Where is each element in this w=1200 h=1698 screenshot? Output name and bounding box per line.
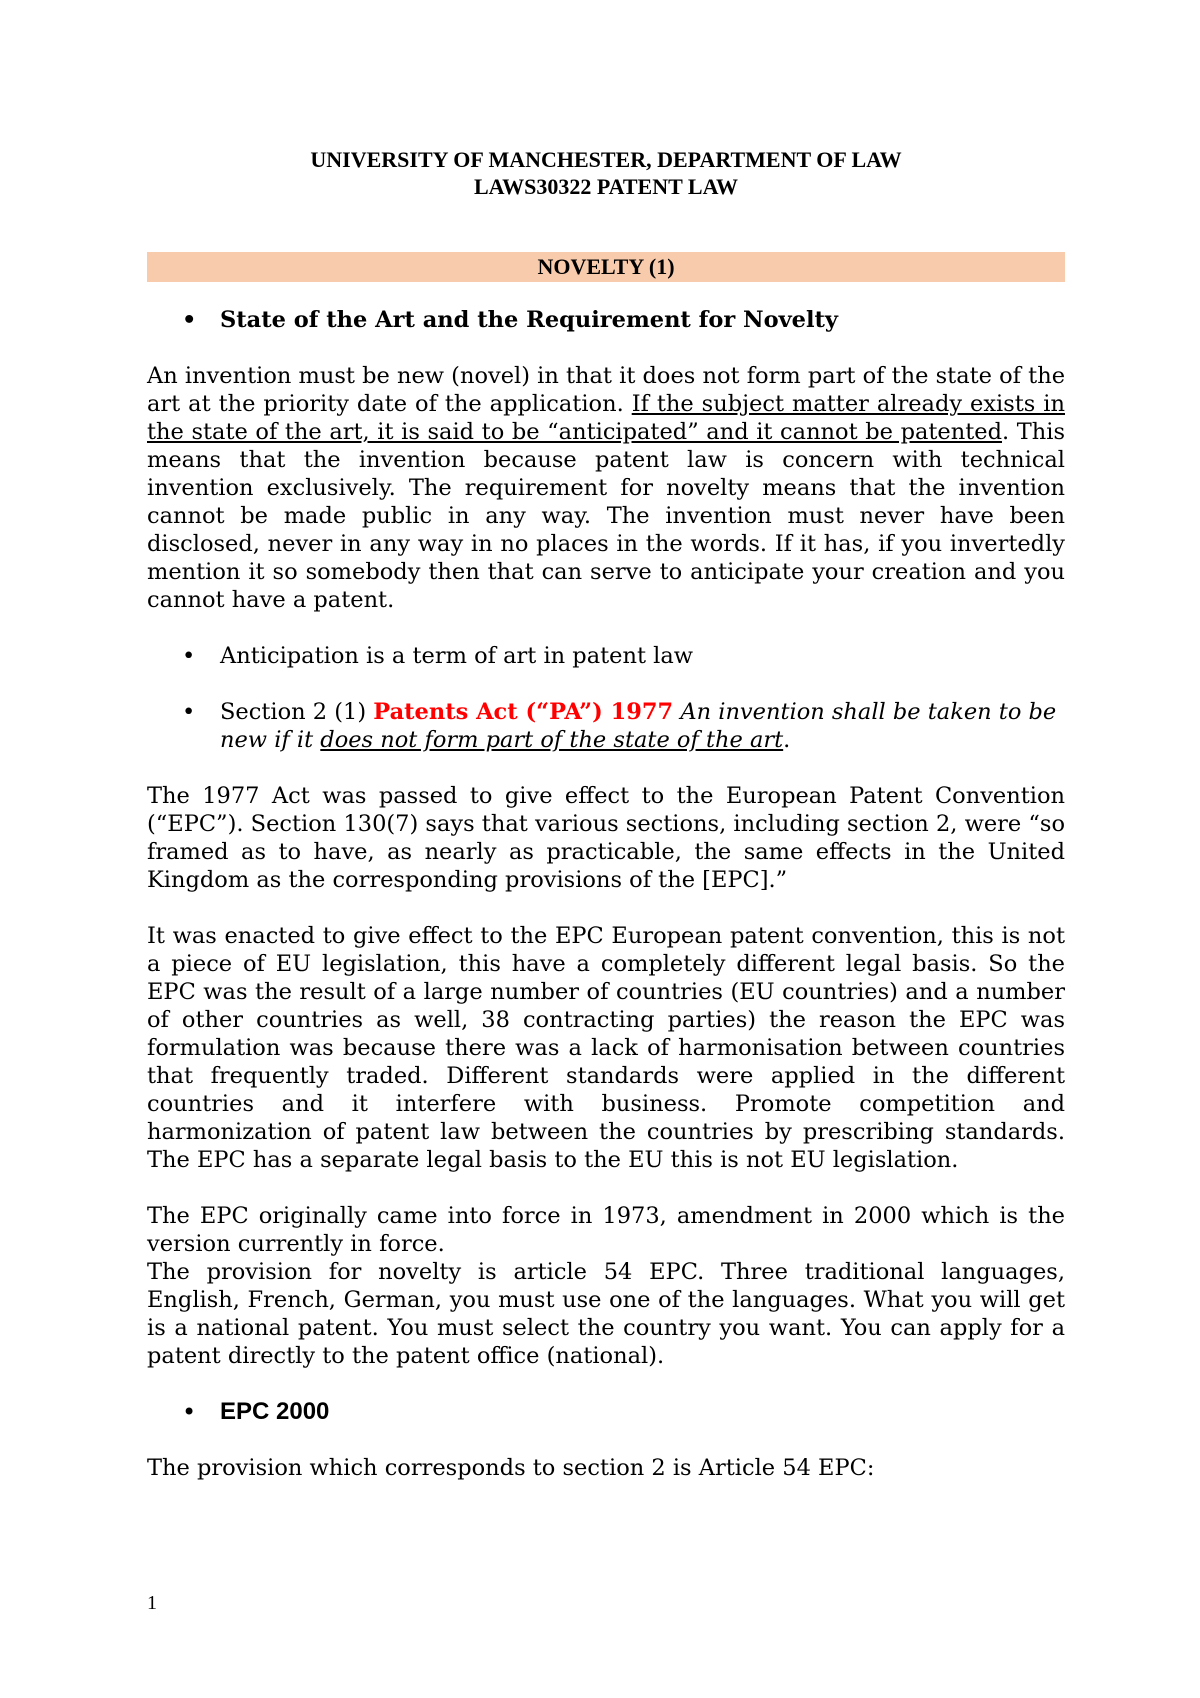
section-ref: Section 2 (1) [220,699,374,725]
paragraph-article-54: The provision which corresponds to section 2 is Article 54 EPC: [147,1455,875,1481]
page-number: 1 [147,1592,157,1614]
bullet-heading-state-of-art: • State of the Art and the Requirement for Novelty [147,306,1065,334]
quote-italic: An invention shall be taken to be new if it [220,699,1057,753]
paragraph-epc-enacted: It was enacted to give effect to the EPC European patent convention, this is not a piece of EU legislation, this have a completely different legal basis. So the EPC was the result of a large number of countries (EU countries) and a number of other countries as well, 38 contracting parties) the reason the EPC was formulation was because there was a lack of harmonisation between countries that frequently traded. Different standards were applied in the different countries and it interfere with business. Promote competition and harmonization of patent law between the countries by prescribing standards. The EPC has a separate legal basis to the EU this is not EU legislation. [147,923,1065,1173]
header-course: LAWS30322 PATENT LAW [473,174,739,199]
section-banner: NOVELTY (1) [147,252,1065,282]
paragraph-novelty-intro [147,362,1065,614]
bullet-anticipation: • Anticipation is a term of art in patent law [147,642,1065,670]
paragraph-epc-force: The EPC originally came into force in 1973, amendment in 2000 which is the version currently in force. [147,1203,1065,1257]
quote-italic-underlined: does not form part of the state of the art [320,727,784,753]
para1-underlined: If the subject matter already exists in the state of the art, it is said to be “anticipated” and it cannot be patented [147,391,1065,445]
para1-text-a: An invention must be new (novel) in that it does not form part of the state of the art at the priority date of the application. [147,363,1066,417]
paragraph-1977-act: The 1977 Act was passed to give effect to the European Patent Convention (“EPC”). Section 130(7) says that various sections, including section 2, were “so framed as to have, as nearly as practicable, the same effects in the United Kingdom as the corresponding provisions of the [EPC].” [147,783,1065,893]
bullet-section-2 [147,698,1065,754]
paragraph-novelty-provision: The provision for novelty is article 54 EPC. Three traditional languages, English, French, German, you must use one of the languages. What you will get is a national patent. You must select the country you want. You can apply for a patent directly to the patent office (national). [147,1259,1065,1369]
patents-act-ref: Patents Act (“PA”) 1977 [373,699,674,725]
para1-text-b: . This means that the invention because patent law is concern with technical invention exclusively. The requirement for novelty means that the invention cannot be made public in any way. The invention must never have been disclosed, never in any way in no places in the words. If it has, if you invertedly mention it so somebody then that can serve to anticipate your creation and you cannot have a patent. [147,419,1065,613]
document-body [147,306,1065,1510]
header-university: UNIVERSITY OF MANCHESTER, DEPARTMENT OF LAW [310,147,902,172]
quote-end: . [783,727,791,753]
bullet-epc-2000: • EPC 2000 [147,1398,1065,1426]
document-header [147,146,1065,200]
